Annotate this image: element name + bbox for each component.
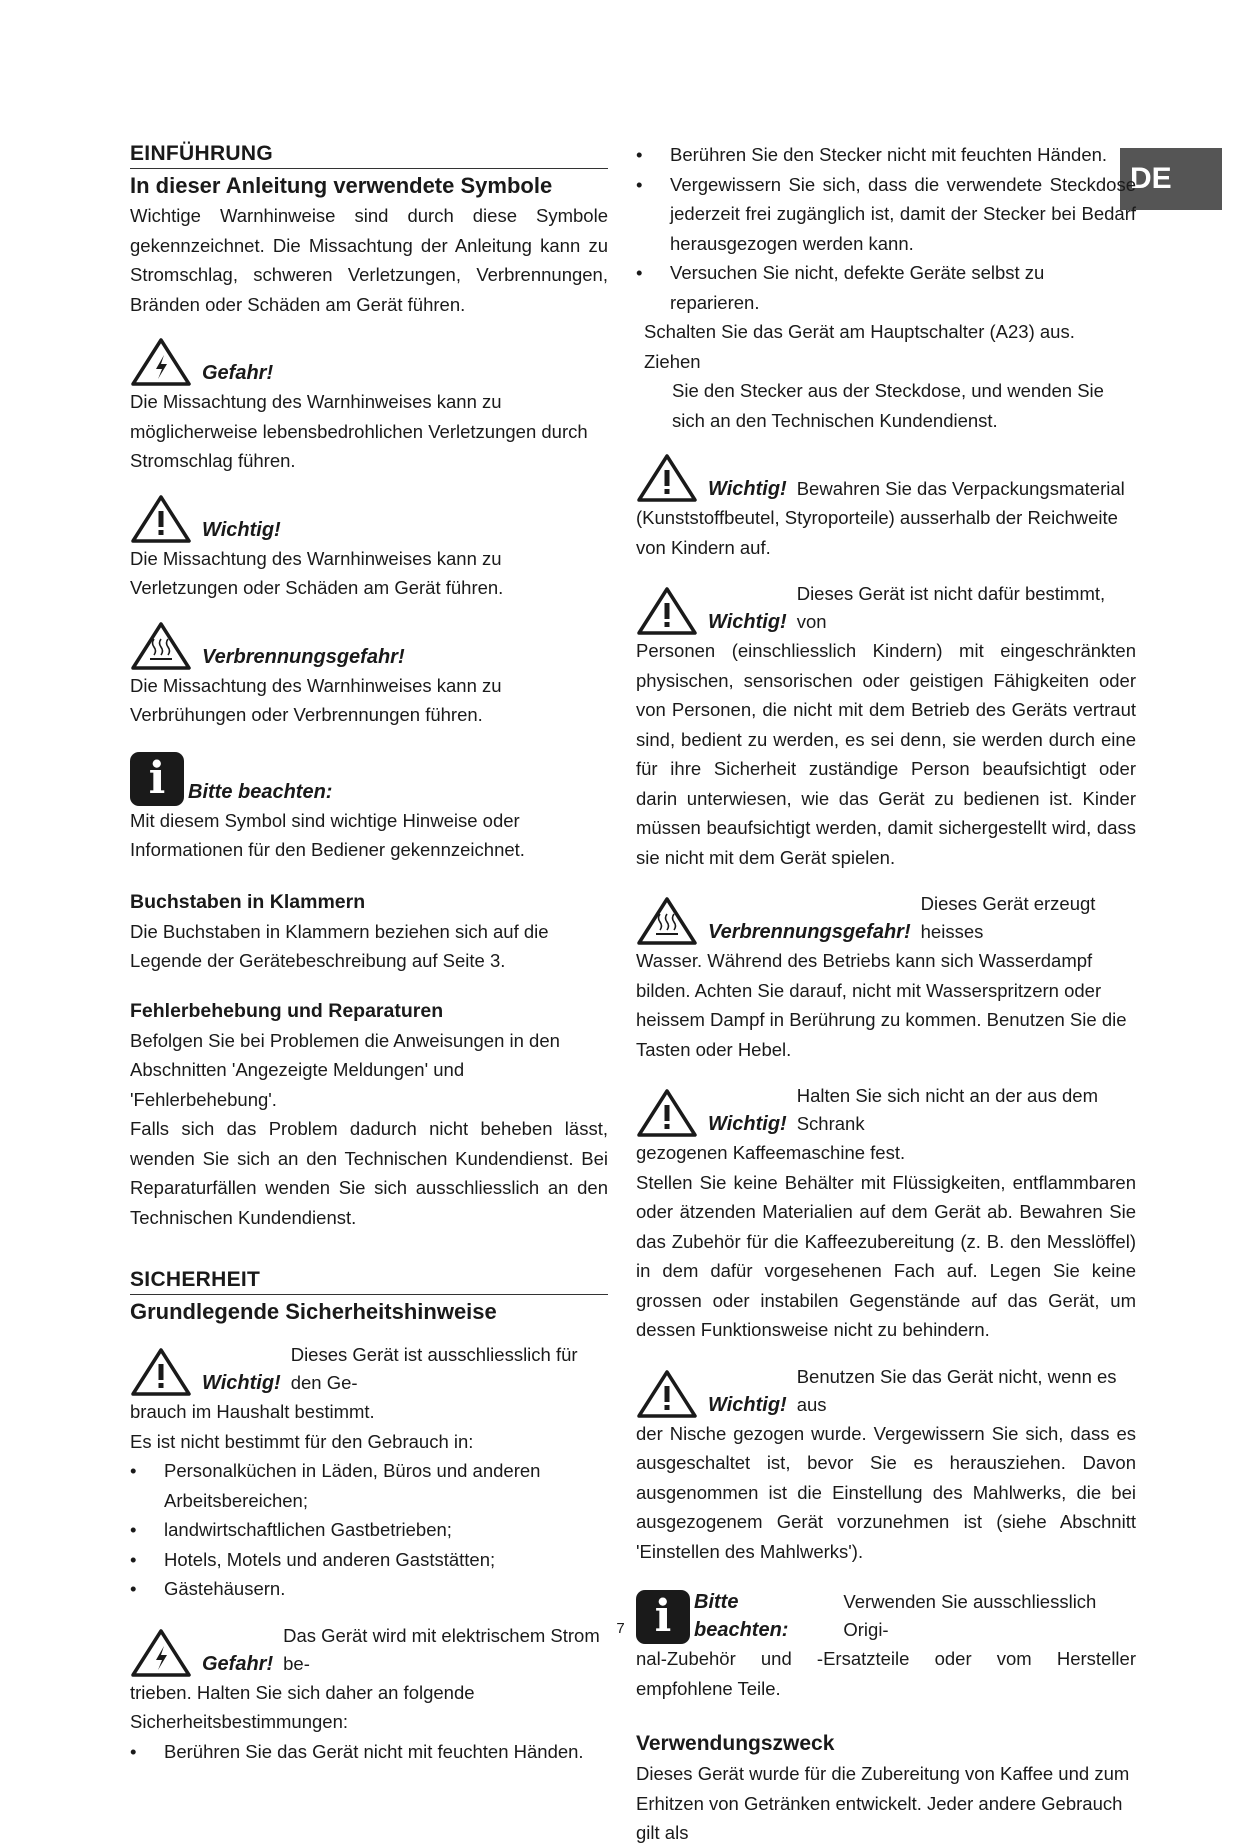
w3-label: Wichtig! — [708, 1113, 787, 1135]
bitte2-label: Bitte beachten: — [694, 1591, 789, 1641]
bitte-symbol-row — [130, 752, 608, 806]
exclamation-warning-icon — [636, 453, 698, 503]
list-item: • Berühren Sie den Stecker nicht mit feuchten Händen. — [636, 140, 1136, 170]
list-item: • landwirtschaftlichen Gastbetrieben; — [130, 1515, 608, 1545]
exclamation-warning-icon — [636, 1088, 698, 1138]
gefahr2-list — [130, 1737, 608, 1767]
bitte2-inline-text: Verwenden Sie ausschliesslich Origi- — [843, 1591, 1097, 1640]
fehler-paragraph-1: Befolgen Sie bei Problemen die Anweisungen in den Abschnitten 'Angezeigte Meldungen' und 'Fehlerbehebung'. — [130, 1029, 560, 1110]
list-item: • Personalküchen in Läden, Büros und anderen Arbeitsbereichen; — [130, 1456, 608, 1515]
section-title-sicherheit: SICHERHEIT — [130, 1268, 261, 1291]
info-icon: i — [130, 752, 184, 806]
w3-symbol-row — [636, 1082, 1136, 1138]
zweck-paragraph: Dieses Gerät wurde für die Zubereitung von Kaffee und zum Erhitzen von Getränken entwickelt. Jeder andere Gebrauch gilt als — [636, 1763, 1130, 1843]
exclamation-warning-icon — [636, 586, 698, 636]
exclamation-warning-icon — [636, 1369, 698, 1419]
subsection-title-buchstaben: Buchstaben in Klammern — [130, 890, 366, 913]
hauptschalter-rest: Sie den Stecker aus der Steckdose, und wenden Sie sich an den Technischen Kundendienst. — [672, 380, 1104, 431]
w2-symbol-row — [636, 580, 1136, 636]
vb-label: Verbrennungsgefahr! — [708, 921, 911, 943]
subsection-title-symbole: In dieser Anleitung verwendete Symbole — [130, 168, 608, 201]
list-item: • Hotels, Motels und anderen Gaststätten; — [130, 1545, 608, 1575]
section-title-einfuehrung: EINFÜHRUNG — [130, 142, 273, 165]
list-item: • Berühren Sie das Gerät nicht mit feuchten Händen. — [130, 1737, 608, 1767]
exclamation-warning-icon — [130, 494, 192, 544]
w1-paragraph: (Kunststoffbeutel, Styroporteile) ausserhalb der Reichweite von Kindern auf. — [636, 507, 1118, 558]
w2-paragraph: Personen (einschliesslich Kindern) mit eingeschränkten physischen, sensorischen oder geistigen Fähigkeiten oder von Personen, die nicht mit dem Betrieb des Geräts vertraut sind, bedient zu werden, es sei denn, sie werden durch eine für ihre Sicherheit zuständige Person beaufsichtigt oder darin unterwiesen, wie das Gerät zu bedienen ist. Kinder müssen beaufsichtigt werden, damit sichergestellt wird, dass sie nicht mit dem Gerät spielen. — [636, 640, 1136, 868]
left-column — [130, 140, 608, 1766]
verbrennung-paragraph: Die Missachtung des Warnhinweises kann zu Verbrühungen oder Verbrennungen führen. — [130, 674, 502, 725]
w4-label: Wichtig! — [708, 1393, 787, 1416]
gefahr-label: Gefahr! — [202, 362, 274, 384]
w2-inline-text: Dieses Gerät ist nicht dafür bestimmt, von — [796, 583, 1106, 632]
wichtig2-symbol-row — [130, 1341, 608, 1397]
w3-inline-text: Halten Sie sich nicht an der aus dem Schrank — [796, 1085, 1099, 1134]
subsection-title-fehler: Fehlerbehebung und Reparaturen — [130, 999, 444, 1022]
gefahr2-inline-text: Das Gerät wird mit elektrischem Strom be- — [283, 1624, 600, 1674]
w3-extra-paragraph: Stellen Sie keine Behälter mit Flüssigkeiten, entflammbaren oder ätzenden Materialien auf dem Gerät ab. Bewahren Sie das Zubehör für die Kaffeezubereitung (z. B. den Messlöffel) in dem dafür vorgesehenen Fach auf. Legen Sie keine grossen oder instabilen Gegenstände auf das Gerät, um dessen Funktionsweise nicht zu behindern. — [636, 1171, 1136, 1340]
w1-symbol-row — [636, 453, 1136, 503]
wichtig2-inline-text: Dieses Gerät ist ausschliesslich für den Ge- — [290, 1344, 578, 1393]
right-column — [636, 140, 1136, 1848]
wichtig2-label: Wichtig! — [202, 1372, 281, 1394]
hot-surface-warning-icon — [636, 896, 698, 946]
wichtig-label: Wichtig! — [202, 518, 281, 541]
w3-paragraph: gezogenen Kaffeemaschine fest. — [636, 1142, 906, 1163]
subsection-title-zweck: Verwendungszweck — [636, 1732, 835, 1755]
electric-warning-icon — [130, 337, 192, 387]
not-intended-paragraph: Es ist nicht bestimmt für den Gebrauch in: — [130, 1430, 474, 1452]
wichtig-paragraph: Die Missachtung des Warnhinweises kann zu Verletzungen oder Schäden am Gerät führen. — [130, 547, 504, 598]
bitte-label: Bitte beachten: — [188, 780, 333, 803]
verbrennung-symbol-row — [130, 621, 608, 671]
info-icon: i — [636, 1590, 690, 1644]
subsection-title-grundlegend: Grundlegende Sicherheitshinweise — [130, 1294, 608, 1327]
language-tab-de: DE — [1120, 148, 1222, 210]
gefahr-paragraph: Die Missachtung des Warnhinweises kann zu möglicherweise lebensbedrohlichen Verletzungen durch Stromschlag führen. — [130, 391, 588, 471]
verbrennung-label: Verbrennungsgefahr! — [202, 645, 405, 668]
hauptschalter-line: Schalten Sie das Gerät am Hauptschalter (A23) aus. Ziehen — [644, 321, 1075, 372]
not-intended-list — [130, 1456, 608, 1604]
w4-inline-text: Benutzen Sie das Gerät nicht, wenn es aus — [796, 1365, 1117, 1415]
w2-label: Wichtig! — [708, 611, 787, 633]
buchstaben-paragraph: Die Buchstaben in Klammern beziehen sich auf die Legende der Gerätebeschreibung auf Seite 3. — [130, 920, 549, 971]
w4-symbol-row — [636, 1363, 1136, 1419]
safety-list — [636, 140, 1136, 317]
fehler-paragraph-2: Falls sich das Problem dadurch nicht beheben lässt, wenden Sie sich an den Technischen Kundendienst. Bei Reparaturfällen wenden Sie sich ausschliesslich an den Technischen Kundendienst. — [130, 1118, 608, 1228]
list-item: • Versuchen Sie nicht, defekte Geräte selbst zu reparieren. — [636, 258, 1136, 317]
hot-surface-warning-icon — [130, 621, 192, 671]
bitte-paragraph: Mit diesem Symbol sind wichtige Hinweise oder Informationen für den Bediener gekennzeichnet. — [130, 809, 525, 860]
exclamation-warning-icon — [130, 1347, 192, 1397]
vb-symbol-row — [636, 890, 1136, 946]
bitte2-paragraph: nal-Zubehör und -Ersatzteile oder vom Hersteller empfohlene Teile. — [636, 1648, 1136, 1699]
list-item: • Gästehäusern. — [130, 1574, 608, 1604]
symbols-paragraph: Wichtige Warnhinweise sind durch diese Symbole gekennzeichnet. Die Missachtung der Anleitung kann zu Stromschlag, schweren Verletzungen, Verbrennungen, Bränden oder Schäden am Gerät führen. — [130, 205, 608, 315]
vb-paragraph: Wasser. Während des Betriebs kann sich Wasserdampf bilden. Achten Sie darauf, nicht mit Wasserspritzern oder heissem Dampf in Berührung zu kommen. Benutzen Sie die Tasten oder Hebel. — [636, 950, 1127, 1060]
list-item: • Vergewissern Sie sich, dass die verwendete Steckdose jederzeit frei zugänglich ist, damit der Stecker bei Bedarf herausgezogen werden kann. — [636, 170, 1136, 259]
page-number: 7 — [616, 1620, 625, 1637]
wichtig-symbol-row — [130, 494, 608, 544]
w1-label: Wichtig! — [708, 478, 787, 500]
gefahr-symbol-row — [130, 337, 608, 387]
gefahr2-paragraph: trieben. Halten Sie sich daher an folgende Sicherheitsbestimmungen: — [130, 1681, 475, 1732]
w1-inline-text: Bewahren Sie das Verpackungsmaterial — [796, 478, 1125, 499]
wichtig2-paragraph: brauch im Haushalt bestimmt. — [130, 1401, 375, 1422]
w4-paragraph: der Nische gezogen wurde. Vergewissern Sie sich, dass es ausgeschaltet ist, bevor Sie es herausziehen. Davon ausgenommen ist die Einstellung des Mahlwerks, die bei ausgezogenem Gerät vorzunehmen ist (siehe Abschnitt 'Einstellen des Mahlwerks'). — [636, 1422, 1136, 1562]
gefahr2-label: Gefahr! — [202, 1652, 274, 1675]
vb-inline-text: Dieses Gerät erzeugt heisses — [920, 893, 1096, 942]
